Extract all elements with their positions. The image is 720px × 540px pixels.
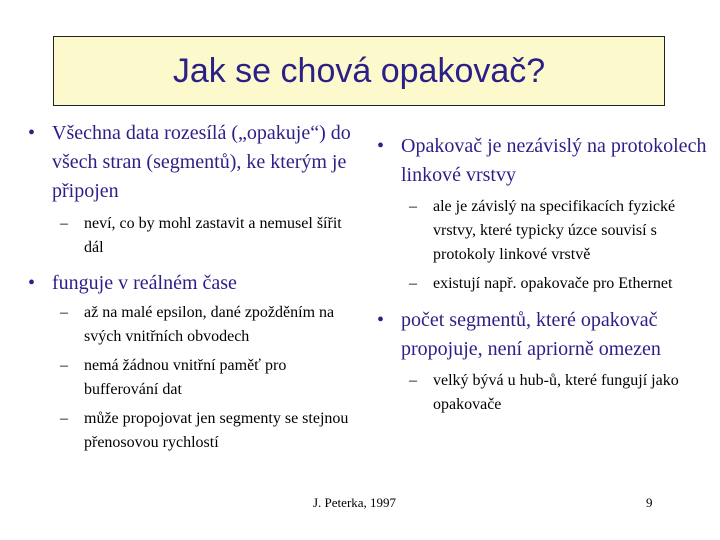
sub-bullet-item [60, 212, 358, 260]
sub-bullet-item [60, 301, 358, 349]
bullet-dot-icon: • [377, 309, 385, 331]
sub-bullet-text: velký bývá u hub-ů, které fungují jako opakovače [433, 372, 679, 413]
bullet-text: Všechna data rozesílá („opakuje“) do všech stran (segmentů), ke kterým je připojen [52, 122, 351, 202]
sub-bullet-item [60, 407, 358, 455]
bullet-item [377, 306, 712, 364]
sub-bullet-item [409, 195, 712, 267]
sub-bullet-text: neví, co by mohl zastavit a nemusel šířit dál [84, 215, 342, 256]
slide-title-box [53, 36, 665, 106]
sub-bullet-item [409, 272, 712, 296]
bullet-dot-icon: • [28, 122, 36, 144]
dash-icon: – [60, 357, 68, 374]
bullet-dot-icon: • [28, 272, 36, 294]
bullet-text: počet segmentů, které opakovač propojuje, není apriorně omezen [401, 309, 661, 360]
footer-author: J. Peterka, 1997 [313, 495, 397, 510]
dash-icon: – [60, 215, 68, 232]
sub-bullet-text: ale je závislý na specifikacích fyzické vrstvy, které typicky úzce souvisí s protokoly linkové vrstvě [433, 198, 676, 263]
sub-bullet-text: existují např. opakovače pro Ethernet [433, 275, 673, 292]
bullet-item [28, 119, 358, 206]
sub-bullet-item [60, 354, 358, 402]
dash-icon: – [60, 304, 68, 321]
bullet-item [377, 132, 712, 190]
slide-title: Jak se chová opakovač? [172, 52, 546, 90]
sub-bullet-text: nemá žádnou vnitřní paměť pro bufferování dat [84, 357, 287, 398]
right-column [377, 132, 712, 417]
dash-icon: – [60, 410, 68, 427]
bullet-dot-icon: • [377, 135, 385, 157]
bullet-text: Opakovač je nezávislý na protokolech linkové vrstvy [401, 135, 707, 186]
page-number: 9 [646, 495, 653, 510]
sub-bullet-text: až na malé epsilon, dané zpožděním na svých vnitřních obvodech [84, 304, 335, 345]
sub-bullet-text: může propojovat jen segmenty se stejnou přenosovou rychlostí [84, 410, 349, 451]
bullet-item [28, 269, 358, 298]
bullet-text: funguje v reálném čase [52, 272, 237, 294]
left-column [28, 119, 358, 455]
dash-icon: – [409, 198, 417, 215]
dash-icon: – [409, 275, 417, 292]
dash-icon: – [409, 372, 417, 389]
sub-bullet-item [409, 369, 712, 417]
